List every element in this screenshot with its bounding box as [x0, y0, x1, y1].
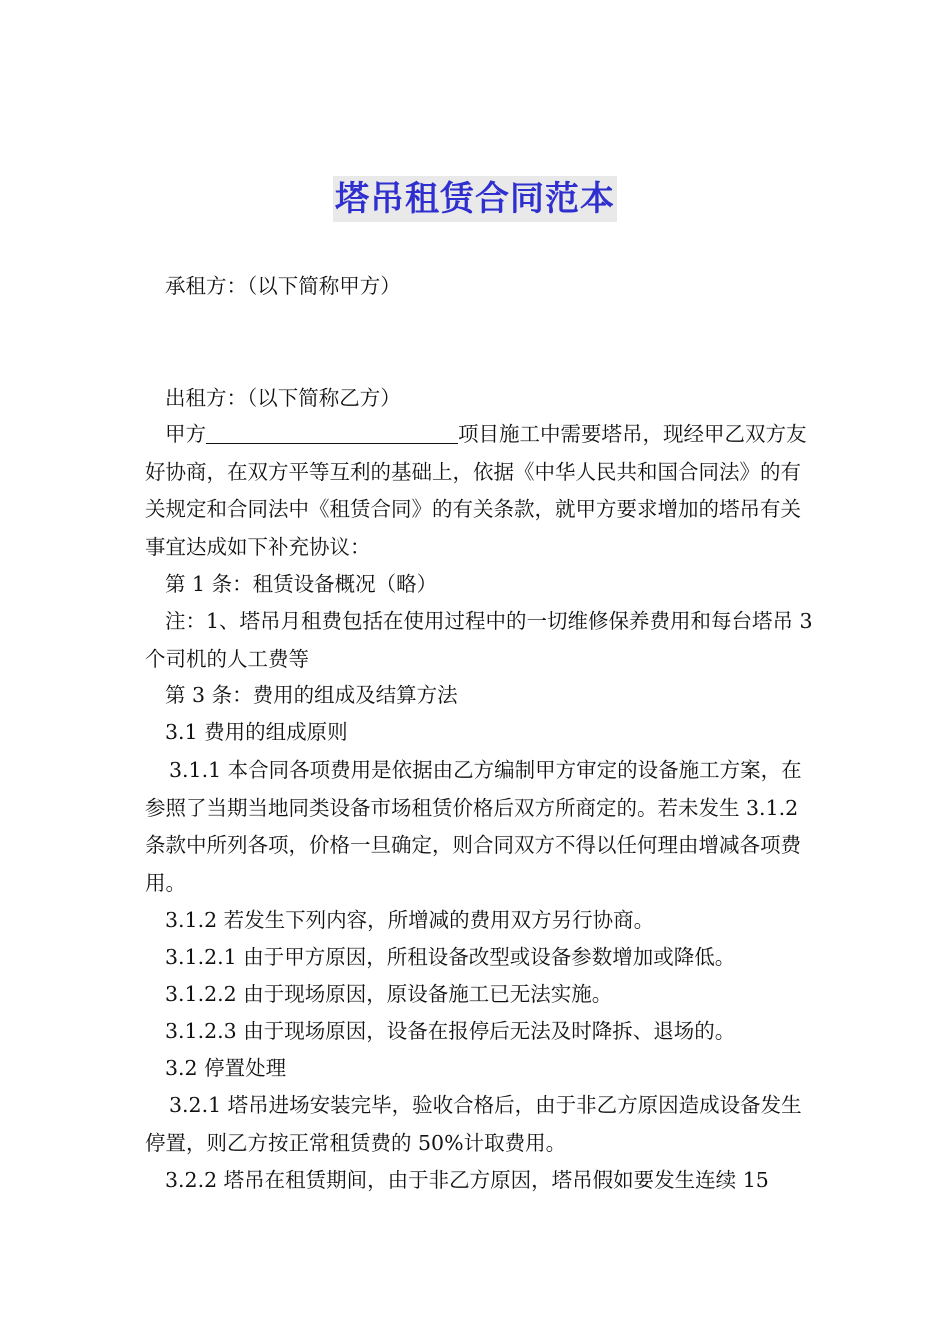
article-3: 第 3 条：费用的组成及结算方法	[165, 683, 458, 707]
section-3-1-2: 3.1.2 若发生下列内容，所增减的费用双方另行协商。	[165, 908, 655, 932]
intro-line1-rest: 项目施工中需要塔吊，现经甲乙双	[458, 422, 766, 446]
section-3-2: 3.2 停置处理	[165, 1056, 287, 1080]
note-paragraph: 注：1、塔吊月租费包括在使用过程中的一切维修保养费用和每台塔吊 3 个司机的人工费等	[145, 609, 820, 671]
section-3-1-1: 3.1.1 本合同各项费用是依据由乙方编制甲方审定的设备施工方案，在参照了当期当地同类设备市场租赁价格后双方所商定的。若未发生 3.1.2 条款中所列各项，价格一旦确定，则合同双方不得以任何理由增减各项费用。	[145, 758, 805, 895]
section-3-2-1: 3.2.1 塔吊进场安装完毕，验收合格后，由于非乙方原因造成设备发生停置，则乙方按正常租赁费的 50%计取费用。	[145, 1093, 802, 1155]
lessee-line: 承租方：（以下简称甲方）	[165, 274, 401, 298]
intro-continuation: 方友好协商，在双方平等互利的基础上，依据《中华人民共和国合同法》的有关规定和合同法中《租赁合同》的有关条款，就甲方要求增加的塔吊有关事宜达成如下补充协议：	[145, 422, 807, 559]
title-wrapper	[0, 176, 950, 222]
lessor-line: 出租方：（以下简称乙方）	[165, 386, 401, 410]
intro-paragraph	[145, 416, 815, 566]
section-3-1-2-2: 3.1.2.2 由于现场原因，原设备施工已无法实施。	[165, 982, 613, 1006]
document-title: 塔吊租赁合同范本	[333, 176, 617, 222]
project-name-blank	[206, 421, 458, 444]
section-3-2-2: 3.2.2 塔吊在租赁期间，由于非乙方原因，塔吊假如要发生连续 15	[165, 1168, 769, 1192]
intro-prefix: 甲方	[165, 422, 206, 446]
section-3-1-2-3: 3.1.2.3 由于现场原因，设备在报停后无法及时降拆、退场的。	[165, 1019, 736, 1043]
article-1: 第 1 条：租赁设备概况（略）	[165, 572, 438, 596]
section-3-1: 3.1 费用的组成原则	[165, 720, 348, 744]
section-3-1-2-1: 3.1.2.1 由于甲方原因，所租设备改型或设备参数增加或降低。	[165, 945, 736, 969]
